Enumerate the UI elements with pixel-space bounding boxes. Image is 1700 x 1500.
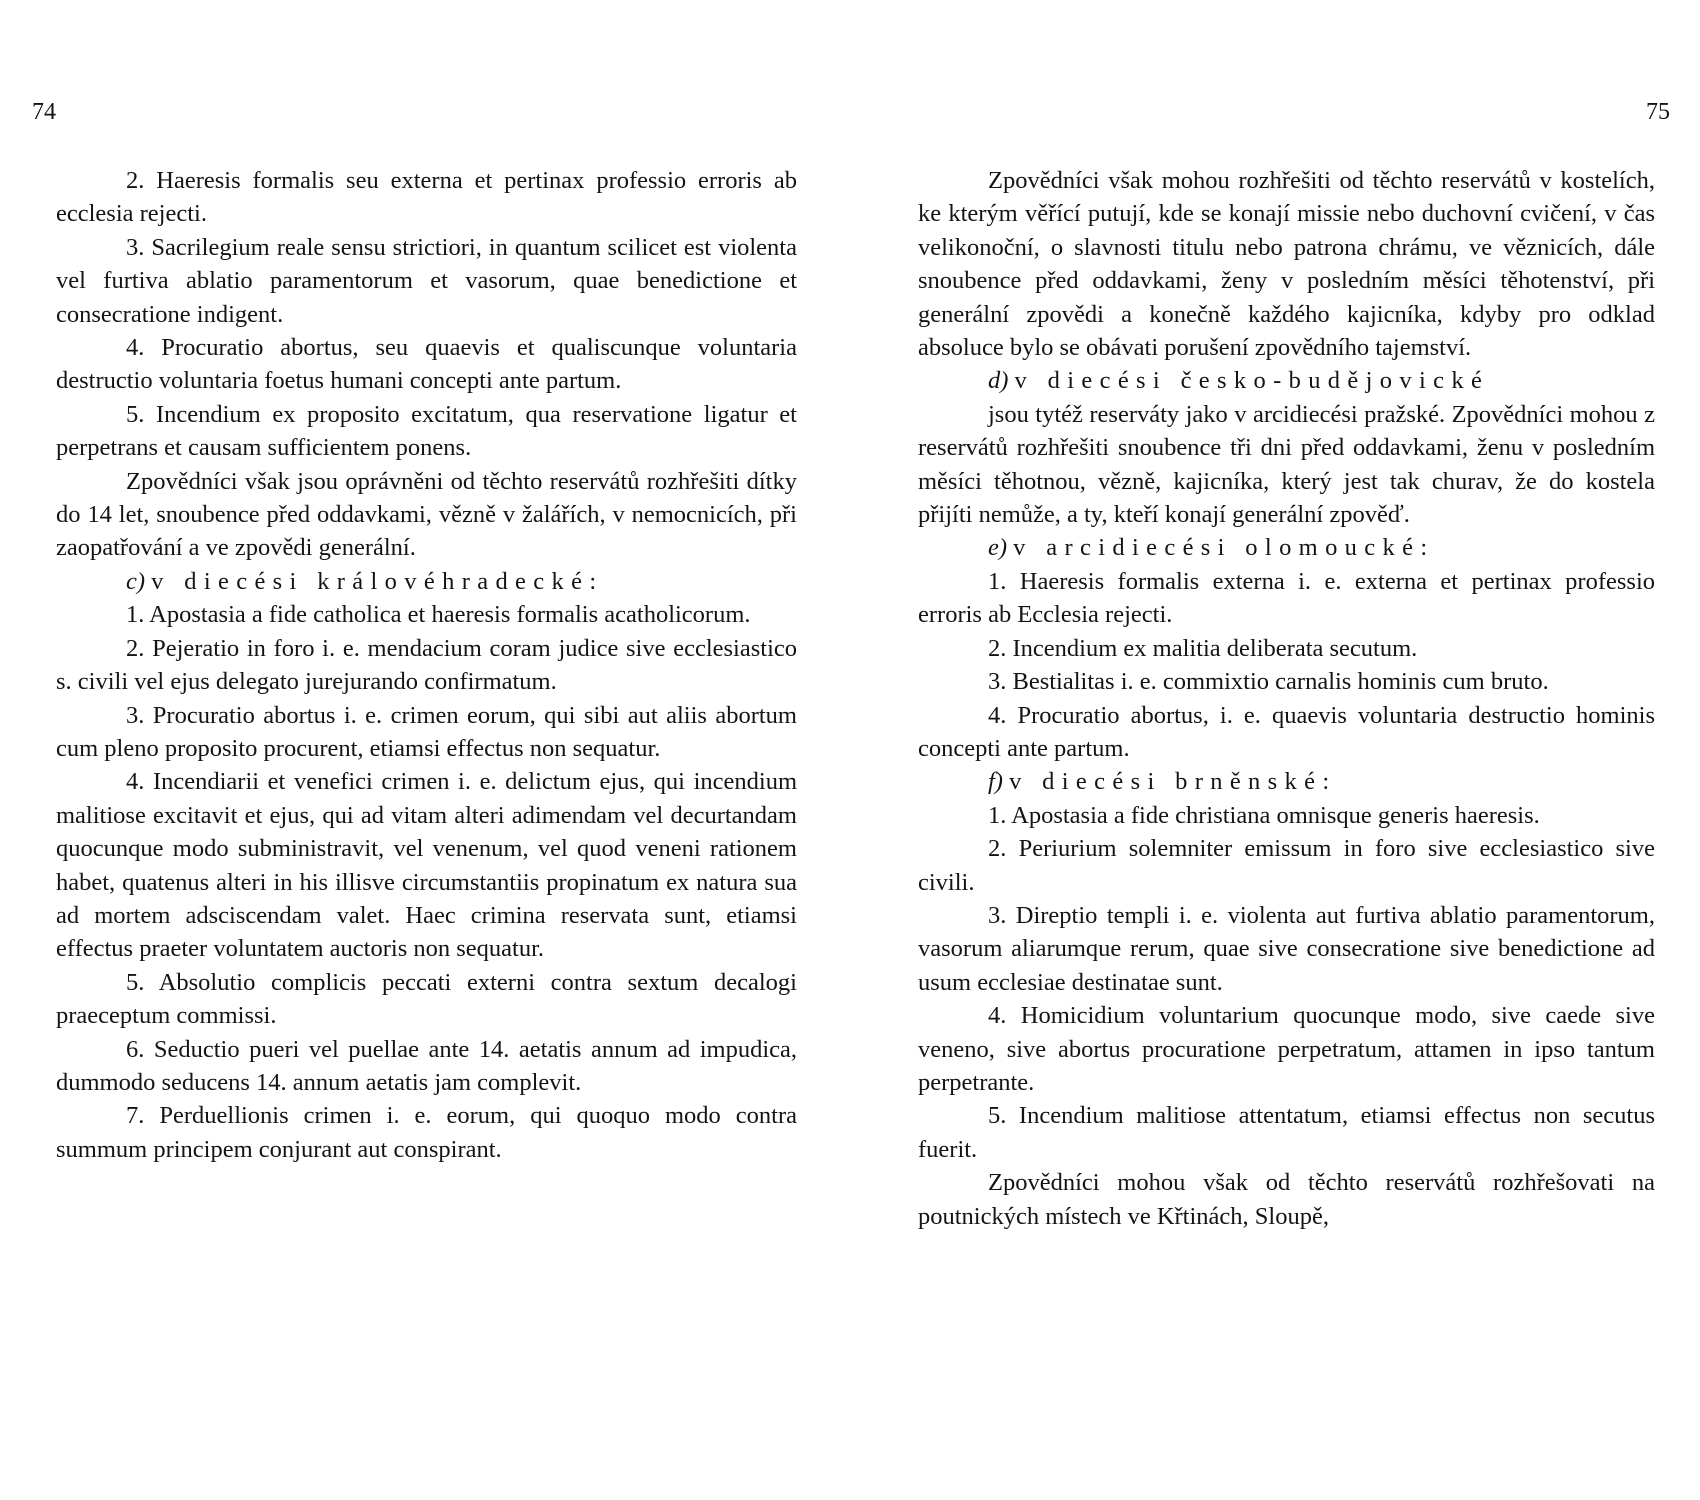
paragraph: 2. Incendium ex malitia deliberata secutum. [988, 634, 1418, 662]
paragraph: 2. Periurium solemniter emissum in foro sive ecclesiastico sive civili. [918, 835, 1655, 896]
section-heading [918, 531, 1655, 564]
section-letter: e) [988, 534, 1008, 562]
paragraph: Zpovědníci mohou však od těchto reservátů rozhřešovati na poutnických místech ve Křtinách, Sloupě, [918, 1169, 1655, 1230]
paragraph: 3. Bestialitas i. e. commixtio carnalis hominis cum bruto. [988, 668, 1549, 696]
paragraph: 4. Procuratio abortus, seu quaevis et qualiscunque voluntaria destructio voluntaria foetus humani concepti ante partum. [56, 334, 797, 395]
right-page [850, 0, 1700, 1500]
paragraph: 7. Perduellionis crimen i. e. eorum, qui quoquo modo contra summum principem conjurant aut conspirant. [56, 1102, 797, 1163]
paragraph: 1. Apostasia a fide christiana omnisque generis haeresis. [988, 801, 1540, 829]
section-letter: f) [988, 768, 1003, 796]
paragraph: 4. Procuratio abortus, i. e. quaevis voluntaria destructio hominis concepti ante partum. [918, 701, 1655, 762]
section-heading [918, 765, 1655, 798]
section-letter: c) [126, 567, 146, 595]
paragraph: 5. Incendium ex proposito excitatum, qua reservatione ligatur et perpetrans et causam sufficientem ponens. [56, 400, 797, 462]
page-body [918, 164, 1655, 1233]
section-title: v arcidiecési olomoucké: [1013, 534, 1435, 562]
paragraph: 5. Absolutio complicis peccati externi contra sextum decalogi praeceptum commissi. [56, 968, 797, 1030]
paragraph: 3. Direptio templi i. e. violenta aut furtiva ablatio paramentorum, vasorum aliarumque rerum, quae sive consecratione sive benedictione ad usum ecclesiae destinatae sunt. [918, 901, 1655, 996]
paragraph: 5. Incendium malitiose attentatum, etiamsi effectus non secutus fuerit. [918, 1102, 1655, 1163]
paragraph: 3. Sacrilegium reale sensu strictiori, in quantum scilicet est violenta vel furtiva ablatio paramentorum et vasorum, quae benedictione et consecratione indigent. [56, 233, 797, 328]
page-number: 75 [1646, 99, 1670, 125]
paragraph: Zpovědníci však mohou rozhřešiti od těchto reservátů v kostelích, ke kterým věřící putují, kde se konají missie nebo duchovní cvičení, v čas velikonoční, o slavnosti titulu nebo patrona chrámu, ve věznicích, dále snoubence před oddavkami, ženy v posledním měsíci těhotenství, při generální zpovědi a konečně každého kajicníka, kdyby pro odklad absoluce bylo se obávati porušení zpovědního tajemství. [918, 167, 1655, 362]
paragraph: Zpovědníci však jsou oprávněni od těchto reservátů rozhřešiti dítky do 14 let, snoubence před oddavkami, vězně v žalářích, v nemocnicích, při zaopatřování a ve zpovědi generální. [56, 467, 797, 562]
page-number: 74 [32, 99, 56, 125]
section-title: v diecési brněnské: [1009, 768, 1337, 796]
section-title: v diecési královéhradecké: [151, 567, 604, 595]
paragraph: 6. Seductio pueri vel puellae ante 14. aetatis annum ad impudica, dummodo seducens 14. annum aetatis jam complevit. [56, 1035, 797, 1096]
section-heading [56, 565, 797, 598]
section-heading [918, 364, 1655, 397]
paragraph: 2. Pejeratio in foro i. e. mendacium coram judice sive ecclesiastico s. civili vel ejus delegato jurejurando confirmatum. [56, 634, 797, 696]
paragraph: jsou tytéž reserváty jako v arcidiecési pražské. Zpovědníci mohou z reservátů rozhřešiti snoubence tři dni před oddavkami, ženu v posledním měsíci těhotnou, vězně, kajicníka, který jest tak churav, že do kostela přijíti nemůže, a ty, kteří konají generální zpověď. [918, 400, 1655, 529]
paragraph: 4. Incendiarii et venefici crimen i. e. delictum ejus, qui incendium malitiose excitavit et ejus, qui ad vitam alteri adimendam vel decurtandam quocunque modo subministravit, vel venenum, vel quod veneni rationem habet, quatenus alteri in his illisve circumstantiis propinatum ex natura sua ad mortem adsciscendam valet. Haec crimina reservata sunt, etiamsi effectus praeter voluntatem auctoris non sequatur. [56, 768, 797, 963]
paragraph: 1. Apostasia a fide catholica et haeresis formalis acatholicorum. [126, 601, 751, 629]
section-letter: d) [988, 367, 1009, 395]
page-body [56, 164, 797, 1166]
section-title: v diecési česko-budějovické [1014, 367, 1490, 395]
paragraph: 4. Homicidium voluntarium quocunque modo, sive caede sive veneno, sive abortus procuratione perpetratum, attamen in ipso tantum perpetrante. [918, 1002, 1655, 1096]
paragraph: 3. Procuratio abortus i. e. crimen eorum, qui sibi aut aliis abortum cum pleno proposito procurent, etiamsi effectus non sequatur. [56, 701, 797, 762]
paragraph: 1. Haeresis formalis externa i. e. externa et pertinax professio erroris ab Ecclesia rejecti. [918, 567, 1655, 629]
paragraph: 2. Haeresis formalis seu externa et pertinax professio erroris ab ecclesia rejecti. [56, 167, 797, 228]
